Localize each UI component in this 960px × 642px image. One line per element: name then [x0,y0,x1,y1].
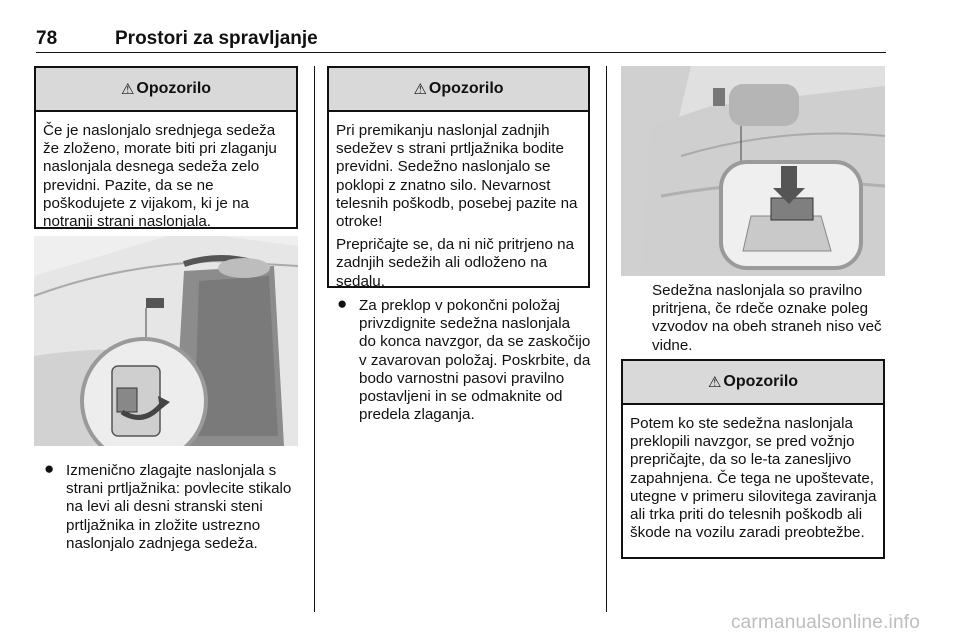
warning-body [329,112,588,299]
warning-title: Opozorilo [136,80,212,97]
header-rule [36,52,886,53]
trunk-release-switch-illustration [34,236,298,446]
warning-header [623,361,883,405]
bullet-icon: ● [44,459,55,478]
warning-title: Opozorilo [428,80,504,97]
bullet-text: Za preklop v pokončni položaj privzdignite sedežna naslonjala do konca navzgor, da se zaskočijo v zavarovan položaj. Poskrbite, da bodo varnostni pasovi pravilno postavljeni in se odmaknite od predela zlaganja. [359,297,591,424]
warning-triangle-icon: ⚠ [707,374,722,391]
warning-title: Opozorilo [723,373,799,390]
warning-paragraph: Prepričajte se, da ni nič pritrjeno na zadnjih sedežih ali odloženo na sedalu. [336,236,575,290]
warning-body [623,405,883,550]
instruction-bullet-left [44,459,296,553]
page-number: 78 [36,28,58,49]
warning-box-middle [327,66,590,288]
warning-triangle-icon: ⚠ [413,81,427,98]
warning-paragraph: Pri premikanju naslonjal zadnjih sedežev s strani prtljažnika bodite previdni. Sedežno naslonjalo se poklopi z znatno silo. Nevarnost telesnih poškodb, posebej pazite na otroke! [336,122,578,231]
warning-paragraph: Potem ko ste sedežna naslonjala preklopili navzgor, se pred vožnjo prepričajte, da so le-ta zanesljivo zapahnjena. Če tega ne upoštevate, utegne v primeru silovitega zaviranja ali trka priti do telesnih poškodb ali škode na vozilu zaradi preobtežbe. [630,415,877,542]
warning-triangle-icon: ⚠ [120,81,135,98]
instruction-bullet-middle [337,294,591,424]
bullet-icon: ● [337,294,348,313]
bullet-text: Izmenično zlagajte naslonjala s strani prtljažnika: povlecite stikalo na levi ali desni stranski steni prtljažnika in zložite ustrezno naslonjalo zadnjega sedeža. [66,462,292,552]
page-title: Prostori za spravljanje [115,28,318,49]
column-divider-left [314,66,315,612]
warning-header [36,68,296,112]
figure-caption: Sedežna naslonjala so pravilno pritrjena, če rdeče oznake poleg vzvodov na obeh straneh niso več vidne. [652,282,882,354]
watermark: carmanualsonline.info [730,612,920,633]
warning-body [36,112,296,239]
warning-box-left [34,66,298,229]
warning-box-right [621,359,885,559]
warning-header [329,68,588,112]
backrest-lock-indicator-illustration [621,66,885,276]
warning-paragraph: Če je naslonjalo srednjega sedeža že zloženo, morate biti pri zlaganju naslonjala desnega sedeža zelo previdni. Pazite, da se ne poškodujete z vijakom, ki je na notranji strani naslonjala. [43,122,277,231]
column-divider-right [606,66,607,612]
